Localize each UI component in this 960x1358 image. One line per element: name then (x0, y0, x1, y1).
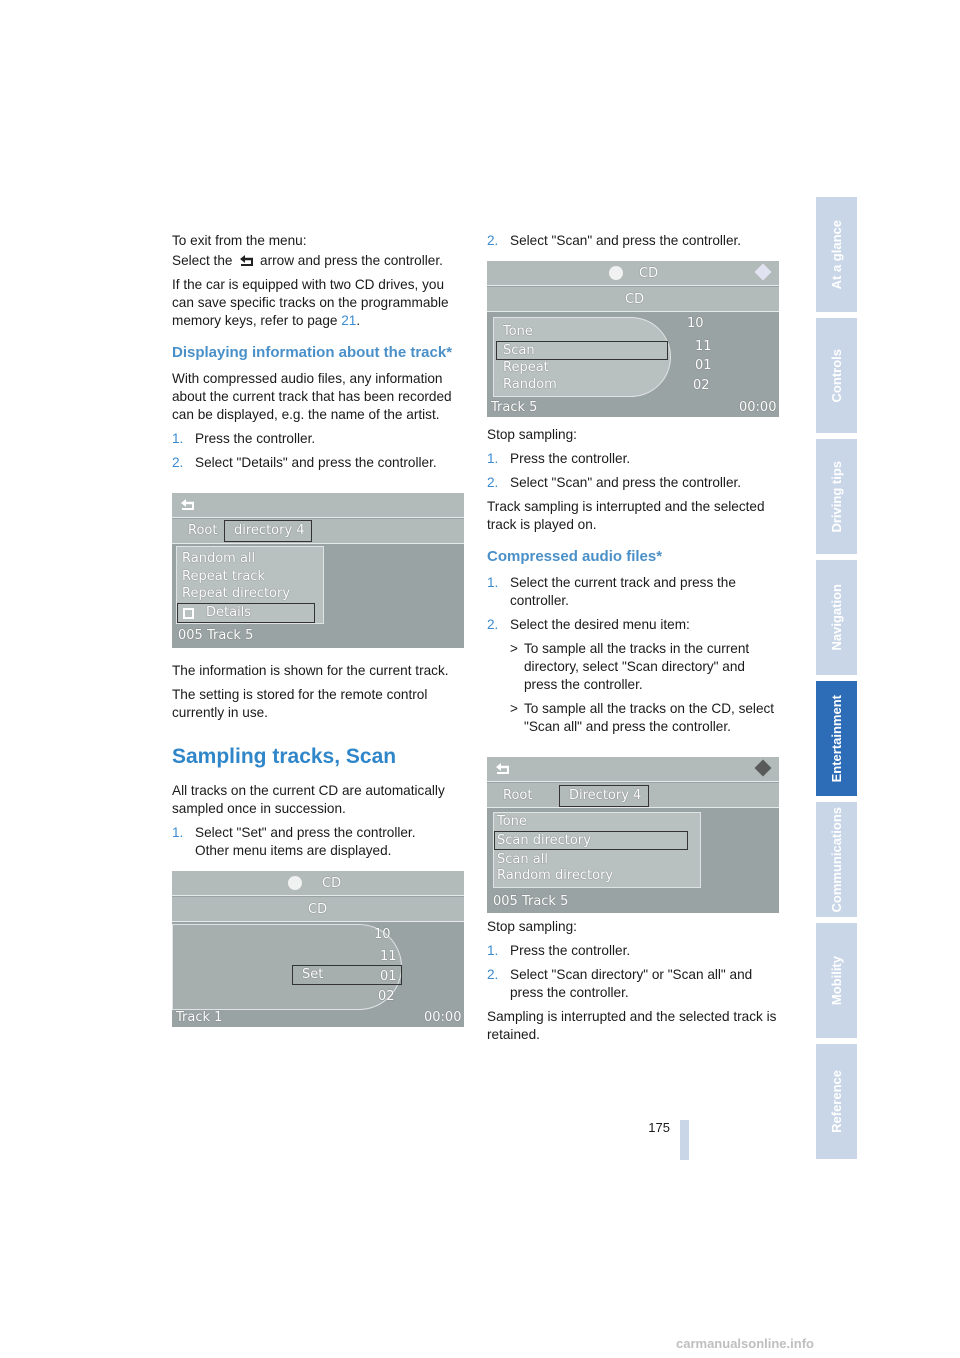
two-cd-text: If the car is equipped with two CD drives, you can save specific tracks on the programmable memory keys, refer to page 21. (172, 277, 449, 328)
details-heading: Displaying information about the track* (172, 344, 453, 361)
track-label: 005 Track 5 (178, 628, 254, 643)
track-number: 11 (380, 949, 397, 964)
track-number: 02 (693, 378, 710, 393)
bullet-item: > To sample all the tracks in the current directory, select "Scan directory" and press the controller. (510, 641, 750, 692)
back-arrow-icon (238, 255, 254, 267)
sampling-heading: Sampling tracks, Scan (172, 745, 397, 768)
menu-item-selected: Scan directory (497, 833, 591, 848)
tab-mobility[interactable]: Mobility (816, 923, 857, 1038)
scan-step-2: 2. Select "Scan" and press the controller. (487, 233, 742, 248)
details-step-2: 2. Select "Details" and press the controller. (172, 455, 437, 470)
menu-item-selected: Details (206, 605, 252, 620)
interrupted-text-2: Sampling is interrupted and the selected track is retained. (487, 1009, 777, 1042)
bullet-item: > To sample all the tracks on the CD, select "Scan all" and press the controller. (510, 701, 775, 734)
menu-item: Repeat track (182, 569, 265, 584)
watermark: carmanualsonline.info (676, 1336, 814, 1351)
tab-at-a-glance[interactable]: At a glance (816, 197, 857, 312)
disc-icon (288, 876, 302, 890)
stop-step-2: 2. Select "Scan" and press the controller. (487, 475, 742, 490)
tab-navigation[interactable]: Navigation (816, 560, 857, 675)
menu-item: Scan all (497, 852, 548, 867)
compressed-step-1: 1. Select the current track and press the controller. (487, 575, 736, 608)
menu-item: Random (503, 377, 557, 392)
interrupted-text: Track sampling is interrupted and the selected track is played on. (487, 499, 765, 532)
track-label: Track 5 (491, 400, 538, 415)
set-screenshot (172, 871, 464, 1027)
exit-menu-text: To exit from the menu: (172, 233, 307, 248)
track-number: 10 (374, 927, 391, 942)
scan-screenshot (487, 261, 779, 417)
stop2-step-1: 1. Press the controller. (487, 943, 631, 958)
track-number: 02 (378, 989, 395, 1004)
menu-item: Repeat (503, 360, 549, 375)
menu-item: Repeat directory (182, 586, 291, 601)
tab-communications[interactable]: Communications (816, 802, 857, 917)
page-marker (680, 1120, 689, 1160)
time-label: 00:00 (424, 1010, 462, 1025)
scan-directory-screenshot (487, 757, 779, 913)
track-number: 01 (380, 969, 397, 984)
chapter-tabs (816, 197, 857, 1165)
stop-sampling-label-2: Stop sampling: (487, 919, 577, 934)
sampling-intro: All tracks on the current CD are automatically sampled once in succession. (172, 783, 445, 816)
directory-label: directory 4 (234, 523, 305, 538)
time-label: 00:00 (739, 400, 777, 415)
menu-item: Tone (497, 814, 527, 829)
details-intro: With compressed audio files, any information about the current track that has been recorded can be displayed, e.g. the name of the artist. (172, 371, 452, 422)
track-label: 005 Track 5 (493, 894, 569, 909)
cd-second-label: CD (308, 902, 328, 917)
disc-icon (609, 266, 623, 280)
stop-sampling-label: Stop sampling: (487, 427, 577, 442)
tab-entertainment[interactable]: Entertainment (816, 681, 857, 796)
page-number: 175 (648, 1120, 670, 1135)
menu-item: Tone (503, 324, 533, 339)
directory-label: Directory 4 (569, 788, 642, 803)
cd-second-label: CD (625, 292, 645, 307)
back-arrow-icon (493, 763, 511, 775)
set-label: Set (302, 967, 324, 982)
page-link[interactable]: 21 (341, 313, 357, 328)
compressed-step-2: 2. Select the desired menu item: (487, 617, 690, 632)
sampling-step-1: 1. Select "Set" and press the controller. Other menu items are displayed. (172, 825, 416, 858)
track-label: Track 1 (176, 1010, 223, 1025)
tab-controls[interactable]: Controls (816, 318, 857, 433)
info-shown-text: The information is shown for the current track. (172, 663, 449, 678)
cd-top-label: CD (322, 876, 342, 891)
menu-item: Random directory (497, 868, 614, 883)
compressed-heading: Compressed audio files* (487, 548, 663, 565)
stop-step-1: 1. Press the controller. (487, 451, 631, 466)
checkbox-icon (183, 608, 194, 619)
root-label: Root (188, 523, 218, 538)
select-arrow-text: Select the arrow and press the controller. (172, 253, 443, 268)
stop2-step-2: 2. Select "Scan directory" or "Scan all" and press the controller. (487, 967, 753, 1000)
track-number: 11 (695, 339, 712, 354)
menu-item: Random all (182, 551, 256, 566)
menu-item-selected: Scan (503, 343, 535, 358)
details-step-1: 1. Press the controller. (172, 431, 316, 446)
tab-reference[interactable]: Reference (816, 1044, 857, 1159)
track-number: 01 (695, 358, 712, 373)
root-label: Root (503, 788, 533, 803)
setting-stored-text: The setting is stored for the remote control currently in use. (172, 687, 428, 720)
tab-driving-tips[interactable]: Driving tips (816, 439, 857, 554)
back-arrow-icon (178, 499, 196, 511)
cd-top-label: CD (639, 266, 659, 281)
details-screenshot (172, 493, 464, 648)
track-number: 10 (687, 316, 704, 331)
